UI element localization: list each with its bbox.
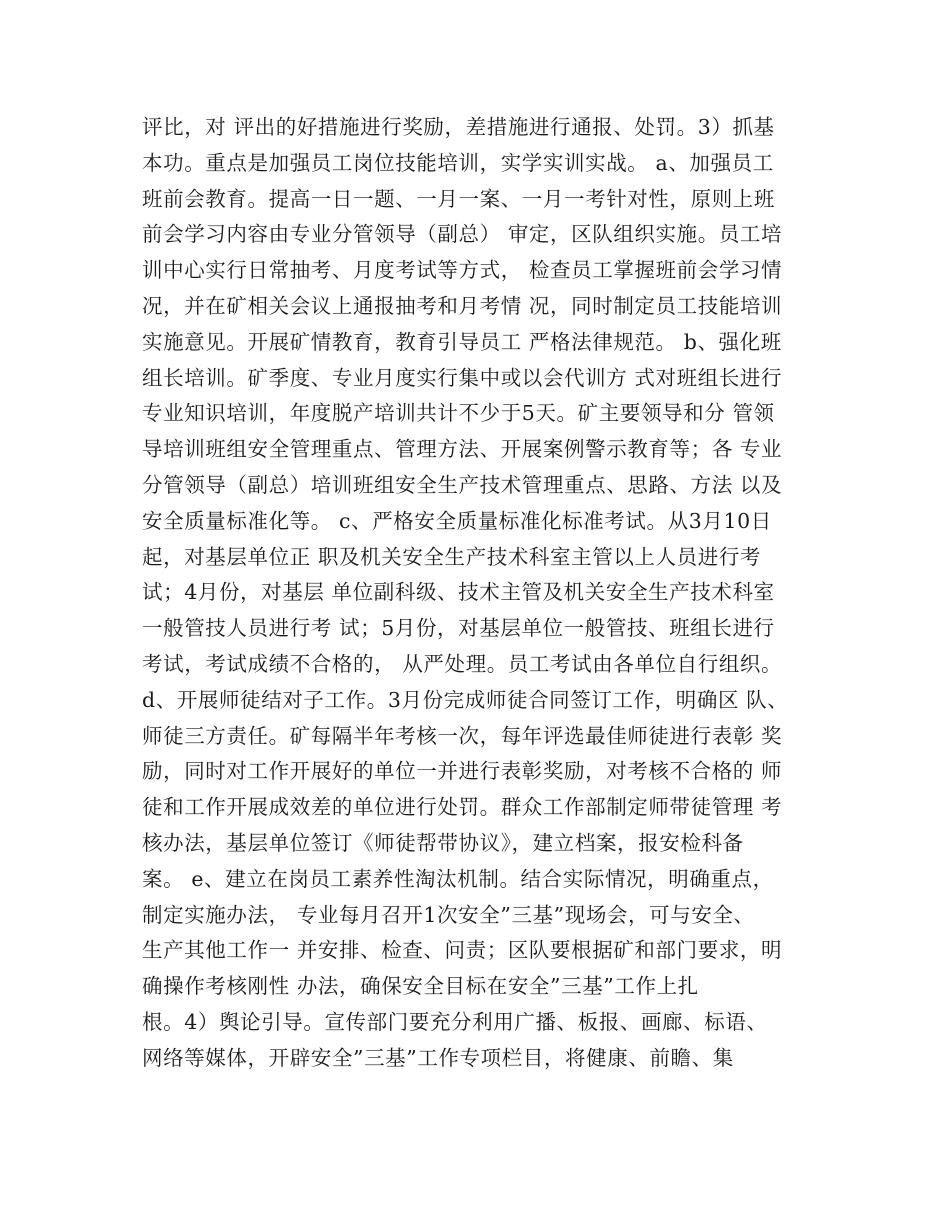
text-line: 实施意见。开展矿情教育，教育引导员工 严格法律规范。 b、强化班 (142, 329, 782, 354)
text-line: 生产其他工作一 并安排、检查、问责；区队要根据矿和部门要求，明 (142, 938, 783, 963)
text-line: 前会学习内容由专业分管领导（副总） 审定，区队组织实施。员工培 (142, 222, 783, 247)
text-line: 师徒三方责任。矿每隔半年考核一次，每年评选最佳师徒进行表彰 奖 (142, 723, 783, 748)
text-line: 导培训班组安全管理重点、管理方法、开展案例警示教育等；各 专业 (142, 437, 783, 462)
text-line: 分管领导（副总）培训班组安全生产技术管理重点、思路、方法 以及 (142, 472, 783, 497)
text-line: 安全质量标准化等。 c、严格安全质量标准化标准考试。从3月10日 (142, 508, 772, 533)
text-line: 班前会教育。提高一日一题、一月一案、一月一考针对性，原则上班 (142, 186, 775, 211)
text-line: 专业知识培训，年度脱产培训共计不少于5天。矿主要领导和分 管领 (142, 401, 775, 426)
text-line: 试；4月份，对基层 单位副科级、技术主管及机关安全生产技术科室 (142, 580, 775, 605)
text-line: 评比，对 评出的好措施进行奖励，差措施进行通报、处罚。3）抓基 (142, 115, 775, 139)
text-line: 考试，考试成绩不合格的， 从严处理。员工考试由各单位自行组织。 (142, 651, 783, 676)
text-line: 案。 e、建立在岗员工素养性淘汰机制。结合实际情况，明确重点， (142, 866, 774, 891)
text-line: d、开展师徒结对子工作。3月份完成师徒合同签订工作，明确区 队、 (142, 687, 789, 712)
text-line: 确操作考核刚性 办法，确保安全目标在安全”三基”工作上扎 (142, 974, 699, 999)
text-line: 况，并在矿相关会议上通报抽考和月考情 况，同时制定员工技能培训 (142, 293, 783, 318)
body-text (142, 110, 822, 1077)
text-line: 网络等媒体，开辟安全”三基”工作专项栏目，将健康、前瞻、集 (142, 1045, 734, 1070)
text-line: 核办法，基层单位签订《师徒帮带协议》，建立档案，报安检科备 (142, 830, 744, 855)
text-line: 根。4）舆论引导。宣传部门要充分利用广播、板报、画廊、标语、 (142, 1009, 768, 1034)
text-line: 一般管技人员进行考 试；5月份，对基层单位一般管技、班组长进行 (142, 616, 775, 641)
text-line: 训中心实行日常抽考、月度考试等方式， 检查员工掌握班前会学习情 (142, 258, 783, 283)
text-line: 徒和工作开展成效差的单位进行处罚。群众工作部制定师带徒管理 考 (142, 795, 783, 820)
text-line: 励，同时对工作开展好的单位一并进行表彰奖励，对考核不合格的 师 (142, 759, 783, 784)
text-line: 本功。重点是加强员工岗位技能培训，实学实训实战。 a、加强员工 (142, 150, 774, 175)
text-line: 起，对基层单位正 职及机关安全生产技术科室主管以上人员进行考 (142, 544, 762, 569)
text-line: 组长培训。矿季度、专业月度实行集中或以会代训方 式对班组长进行 (142, 365, 783, 390)
text-line: 制定实施办法， 专业每月召开1次安全”三基”现场会，可与安全、 (142, 902, 755, 927)
